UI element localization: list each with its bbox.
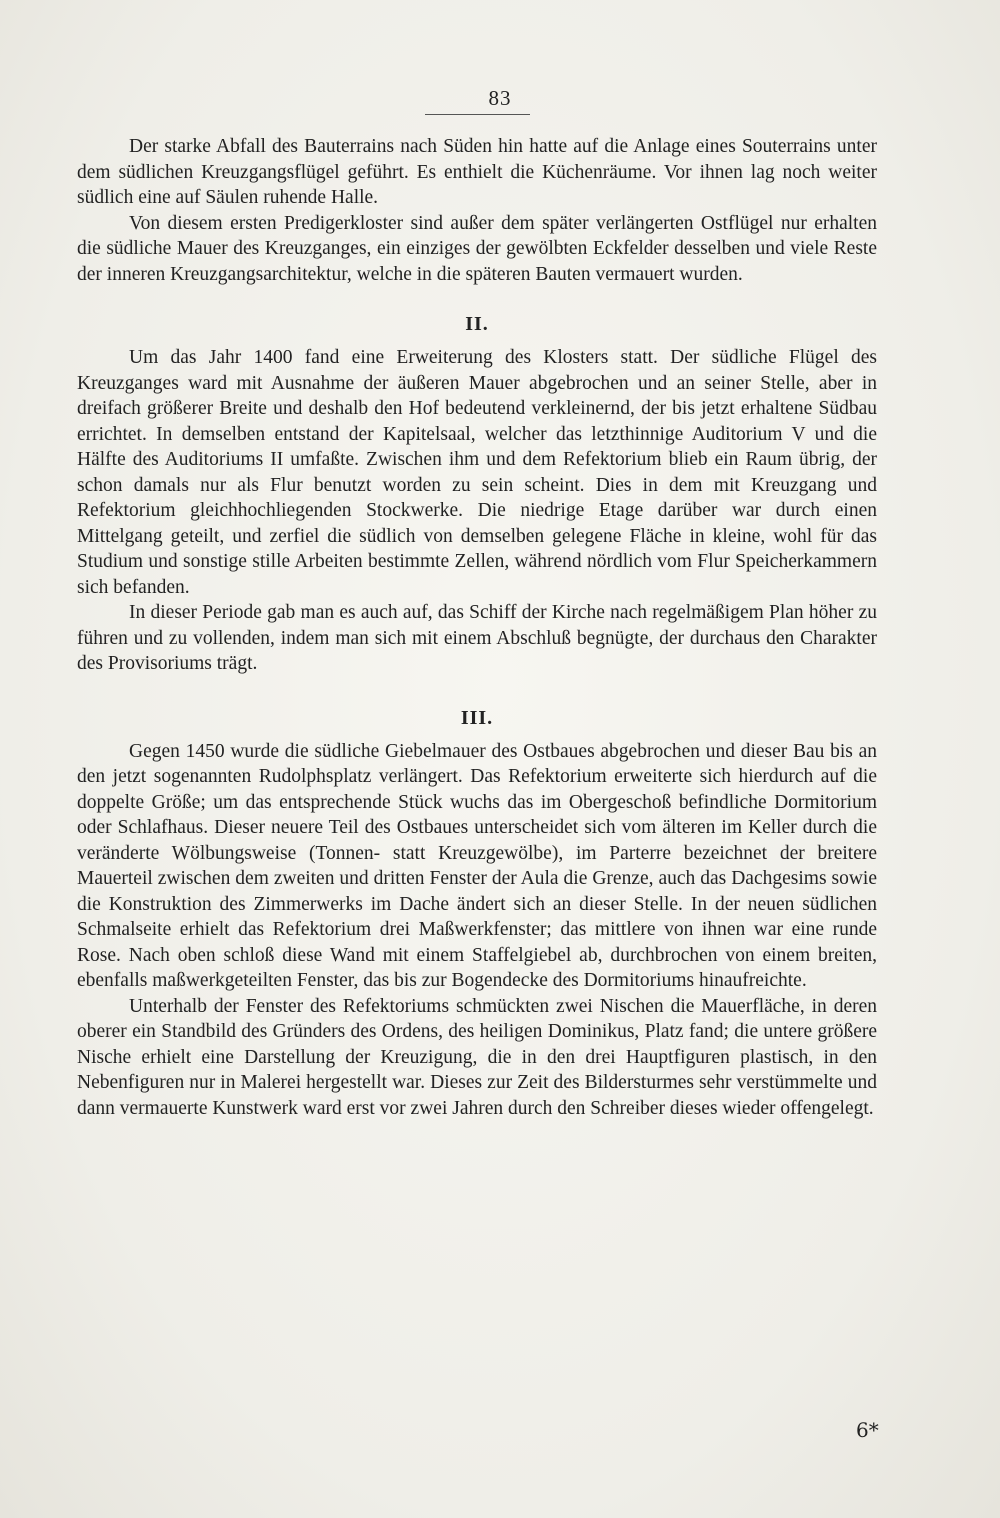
body-text xyxy=(77,134,877,1121)
paragraph: Gegen 1450 wurde die südliche Giebelmauer des Ostbaues abgebrochen und dieser Bau bis an den jetzt sogenannten Rudolphsplatz verlängert. Das Refektorium erweiterte sich hierdurch auf die doppelte Größe; um das entsprechende Stück wuchs das im Obergeschoß befindliche Dormitorium oder Schlafhaus. Dieser neuere Teil des Ostbaues unterscheidet sich vom älteren im Keller durch die veränderte Wölbungsweise (Tonnen- statt Kreuzgewölbe), im Parterre bezeichnet der breitere Mauerteil zwischen dem zweiten und dritten Fenster der Aula die Grenze, auch das Dachgesims sowie die Konstruktion des Zimmerwerks im Dache ändert sich an dieser Stelle. In der neuen südlichen Schmalseite erhielt das Refektorium drei Maßwerkfenster; das mittlere von ihnen war eine runde Rose. Nach oben schloß diese Wand mit einem Staffelgiebel ab, durchbrochen von einem breiten, ebenfalls maßwerkgeteilten Fenster, das bis zur Bogendecke des Dormitoriums hinaufreichte. xyxy=(77,740,877,991)
page-number: 83 xyxy=(488,86,512,110)
section-heading-iii: III. xyxy=(460,706,494,729)
paragraph: Unterhalb der Fenster des Refektoriums schmückten zwei Nischen die Mauerfläche, in deren oberer ein Standbild des Gründers des Ordens, des heiligen Dominikus, Platz fand; die untere größere Nische erhielt eine Darstellung der Kreuzigung, die in den drei Hauptfiguren plastisch, in den Nebenfiguren nur in Malerei hergestellt war. Dieses zur Zeit des Bildersturmes sehr verstümmelte und dann vermauerte Kunstwerk ward erst vor zwei Jahren durch den Schreiber dieses wieder offengelegt. xyxy=(77,995,877,1119)
signature-mark: 6* xyxy=(856,1418,879,1442)
paragraph: In dieser Periode gab man es auch auf, das Schiff der Kirche nach regelmäßigem Plan höher zu führen und zu vollenden, indem man sich mit einem Abschluß begnügte, der durchaus den Charakter des Provisoriums trägt. xyxy=(77,602,877,674)
paragraph: Der starke Abfall des Bauterrains nach Süden hin hatte auf die Anlage eines Souterrains unter dem südlichen Kreuzgangsflügel geführt. Es enthielt die Küchenräume. Vor ihnen lag noch weiter südlich eine auf Säulen ruhende Halle. xyxy=(77,136,877,208)
page-number-rule xyxy=(425,114,530,115)
section-heading-ii: II. xyxy=(465,313,489,335)
paragraph: Von diesem ersten Predigerkloster sind außer dem später verlängerten Ostflügel nur erhalten die südliche Mauer des Kreuzganges, ein einziges der gewölbten Eckfelder desselben und viele Reste der inneren Kreuzgangsarchitektur, welche in die späteren Bauten vermauert wurden. xyxy=(77,212,877,285)
paragraph: Um das Jahr 1400 fand eine Erweiterung des Klosters statt. Der südliche Flügel des Kreuzganges ward mit Ausnahme der äußeren Mauer abgebrochen und an seiner Stelle, aber in dreifach größerer Breite und deshalb den Hof bedeutend verkleinernd, der bis jetzt erhaltene Südbau errichtet. In demselben entstand der Kapitelsaal, welcher das letzthinnige Auditorium V und die Hälfte des Auditoriums II umfaßte. Zwischen ihm und dem Refektorium blieb ein Raum übrig, der schon damals nur als Flur benutzt worden zu sein scheint. Dies in dem mit Kreuzgang und Refektorium gleichhochliegenden Stockwerke. Die niedrige Etage darüber war durch einen Mittelgang geteilt, und zerfiel die südlich von demselben gelegene Fläche in kleine, wohl für das Studium und sonstige stille Arbeiten bestimmte Zellen, während nördlich vom Flur Speicherkammern sich befanden. xyxy=(77,347,877,598)
